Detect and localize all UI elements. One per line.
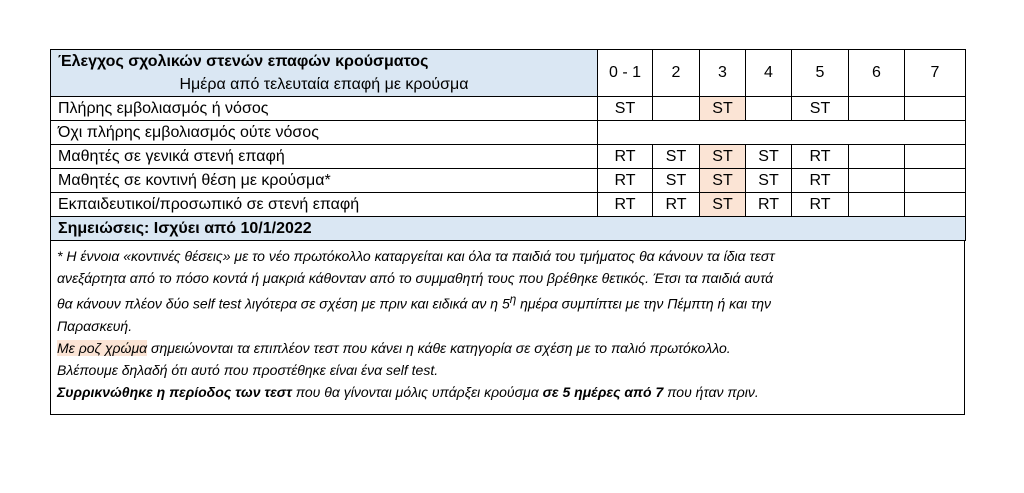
test-cell: RT <box>792 193 849 217</box>
test-cell-highlighted: ST <box>700 193 746 217</box>
test-cell: RT <box>598 193 653 217</box>
note-line: ανεξάρτητα από το πόσο κοντά ή μακριά κάθονταν από το συμμαθητή τους που βρέθηκε θετικός. Έτσι τα παιδιά αυτά <box>57 270 774 286</box>
table-row <box>51 193 966 217</box>
day-header: 6 <box>849 50 905 97</box>
empty-merged-cell <box>598 121 966 145</box>
test-cell <box>849 169 905 193</box>
table-subtitle: Ημέρα από τελευταία επαφή με κρούσμα <box>51 73 598 97</box>
test-cell <box>905 193 966 217</box>
row-label: Όχι πλήρης εμβολιασμός ούτε νόσος <box>51 121 598 145</box>
contact-test-table <box>50 49 966 241</box>
day-header: 0 - 1 <box>598 50 653 97</box>
note-text: θα κάνουν πλέον δύο self test λιγότερα σε σχέση με πριν και ειδικά αν η 5 <box>57 295 510 312</box>
row-label: Μαθητές σε γενικά στενή επαφή <box>51 145 598 169</box>
bold-text: σε 5 ημέρες από 7 <box>542 383 664 400</box>
note-line <box>57 289 958 315</box>
notes-heading: Σημειώσεις: Ισχύει από 10/1/2022 <box>51 217 966 241</box>
test-cell-highlighted: ST <box>700 169 746 193</box>
pink-highlight-text: Με ροζ χρώμα <box>57 339 148 356</box>
test-cell: ST <box>653 169 700 193</box>
test-cell: RT <box>746 193 792 217</box>
note-line: Παρασκευή. <box>57 317 133 334</box>
test-cell <box>746 97 792 121</box>
row-label: Εκπαιδευτικοί/προσωπικό σε στενή επαφή <box>51 193 598 217</box>
note-text: που θα γίνονται μόλις υπάρξει κρούσμα <box>291 383 543 400</box>
day-header: 4 <box>746 50 792 97</box>
table-row <box>51 97 966 121</box>
test-cell: RT <box>598 169 653 193</box>
test-cell <box>849 145 905 169</box>
test-cell: ST <box>746 145 792 169</box>
test-cell: ST <box>792 97 849 121</box>
test-cell: ST <box>653 145 700 169</box>
test-cell: RT <box>792 169 849 193</box>
note-text: που ήταν πριν. <box>663 383 759 400</box>
day-header: 7 <box>905 50 966 97</box>
note-line <box>57 337 958 359</box>
test-cell <box>849 97 905 121</box>
table-title: Έλεγχος σχολικών στενών επαφών κρούσματος <box>51 50 598 74</box>
table-row <box>51 145 966 169</box>
superscript-eta: η <box>509 293 517 306</box>
test-cell: RT <box>792 145 849 169</box>
row-label: Μαθητές σε κοντινή θέση με κρούσμα* <box>51 169 598 193</box>
bold-text: Συρρικνώθηκε η περίοδος των τεστ <box>57 383 292 400</box>
test-cell <box>905 169 966 193</box>
contact-tracing-sheet <box>50 49 965 415</box>
note-line <box>57 381 958 403</box>
test-cell-highlighted: ST <box>700 97 746 121</box>
test-cell-highlighted: ST <box>700 145 746 169</box>
test-cell <box>905 97 966 121</box>
day-header: 2 <box>653 50 700 97</box>
test-cell: RT <box>653 193 700 217</box>
table-row <box>51 121 966 145</box>
test-cell: ST <box>598 97 653 121</box>
note-text: σημειώνονται τα επιπλέον τεστ που κάνει η κάθε κατηγορία σε σχέση με το παλιό πρωτόκολλο. <box>147 339 731 356</box>
test-cell <box>849 193 905 217</box>
note-line: * Η έννοια «κοντινές θέσεις» με το νέο πρωτόκολλο καταργείται και όλα τα παιδιά του τμήματος θα κάνουν τα ίδια τεστ <box>57 248 775 264</box>
note-text: ημέρα συμπίπτει με την Πέμπτη ή και την <box>516 295 772 312</box>
day-header: 3 <box>700 50 746 97</box>
row-label: Πλήρης εμβολιασμός ή νόσος <box>51 97 598 121</box>
note-line: Βλέπουμε δηλαδή ότι αυτό που προστέθηκε είναι ένα self test. <box>57 361 439 378</box>
test-cell: RT <box>598 145 653 169</box>
notes-body <box>50 241 965 415</box>
test-cell <box>653 97 700 121</box>
table-row <box>51 169 966 193</box>
test-cell <box>905 145 966 169</box>
test-cell: ST <box>746 169 792 193</box>
day-header: 5 <box>792 50 849 97</box>
